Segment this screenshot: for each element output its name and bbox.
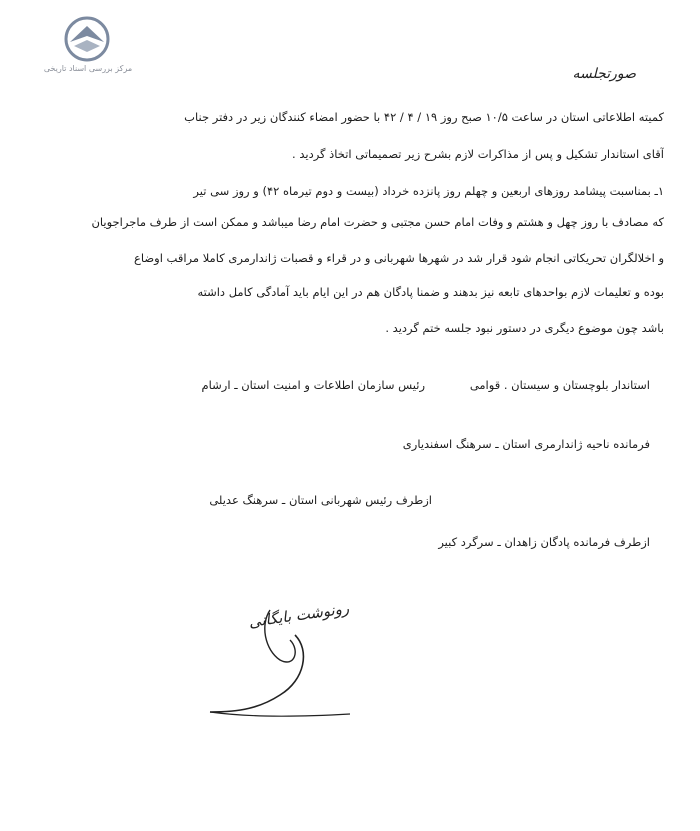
- archive-logo-text: مرکز بررسی اسناد تاریخی: [43, 64, 133, 73]
- body-line-1: کمیته اطلاعاتی استان در ساعت ۱۰/۵ صبح روز ۱۹ / ۴ / ۴۲ با حضور امضاء کنندگان زیر در دفتر جناب: [184, 110, 664, 124]
- signatory-police: ازطرف رئیس شهربانی استان ـ سرهنگ عدیلی: [209, 493, 432, 507]
- body-line-2: آقای استاندار تشکیل و پس از مذاکرات لازم بشرح زیر تصمیماتی اتخاذ گردید .: [292, 147, 664, 161]
- body-line-6: بوده و تعلیمات لازم بواحدهای تابعه نیز بدهند و ضمنا پادگان هم در این ایام باید آمادگی کامل داشته: [197, 285, 664, 299]
- handwritten-signature: [200, 580, 370, 730]
- signatory-gendarmerie: فرمانده ناحیه ژاندارمری استان ـ سرهنگ اسفندیاری: [402, 437, 650, 451]
- signature-text: رونوشت بایگانی: [247, 599, 351, 632]
- archive-logo: [28, 16, 148, 78]
- archive-emblem-icon: [60, 16, 114, 62]
- signatory-savak: رئیس سازمان اطلاعات و امنیت استان ـ ارشام: [201, 378, 425, 392]
- body-line-3: ۱ـ بمناسبت پیشامد روزهای اربعین و چهلم روز پانزده خرداد (بیست و دوم تیرماه ۴۲) و روز سی تیر: [193, 184, 664, 198]
- body-line-4: که مصادف با روز چهل و هشتم و وفات امام حسن مجتبی و حضرت امام رضا میباشد و ممکن است از طرف ماجراجویان: [91, 215, 664, 229]
- document-heading: صورتجلسه: [572, 66, 636, 82]
- body-line-7: باشد چون موضوع دیگری در دستور نبود جلسه ختم گردید .: [385, 321, 664, 335]
- body-line-5: و اخلالگران تحریکاتی انجام شود قرار شد در شهرها شهربانی و در قراء و قصبات ژاندارمری کاملا مراقب اوضاع: [134, 251, 664, 265]
- signatory-garrison: ازطرف فرمانده پادگان زاهدان ـ سرگرد کبیر: [438, 535, 650, 549]
- signatory-governor: استاندار بلوچستان و سیستان . قوامی: [469, 378, 650, 392]
